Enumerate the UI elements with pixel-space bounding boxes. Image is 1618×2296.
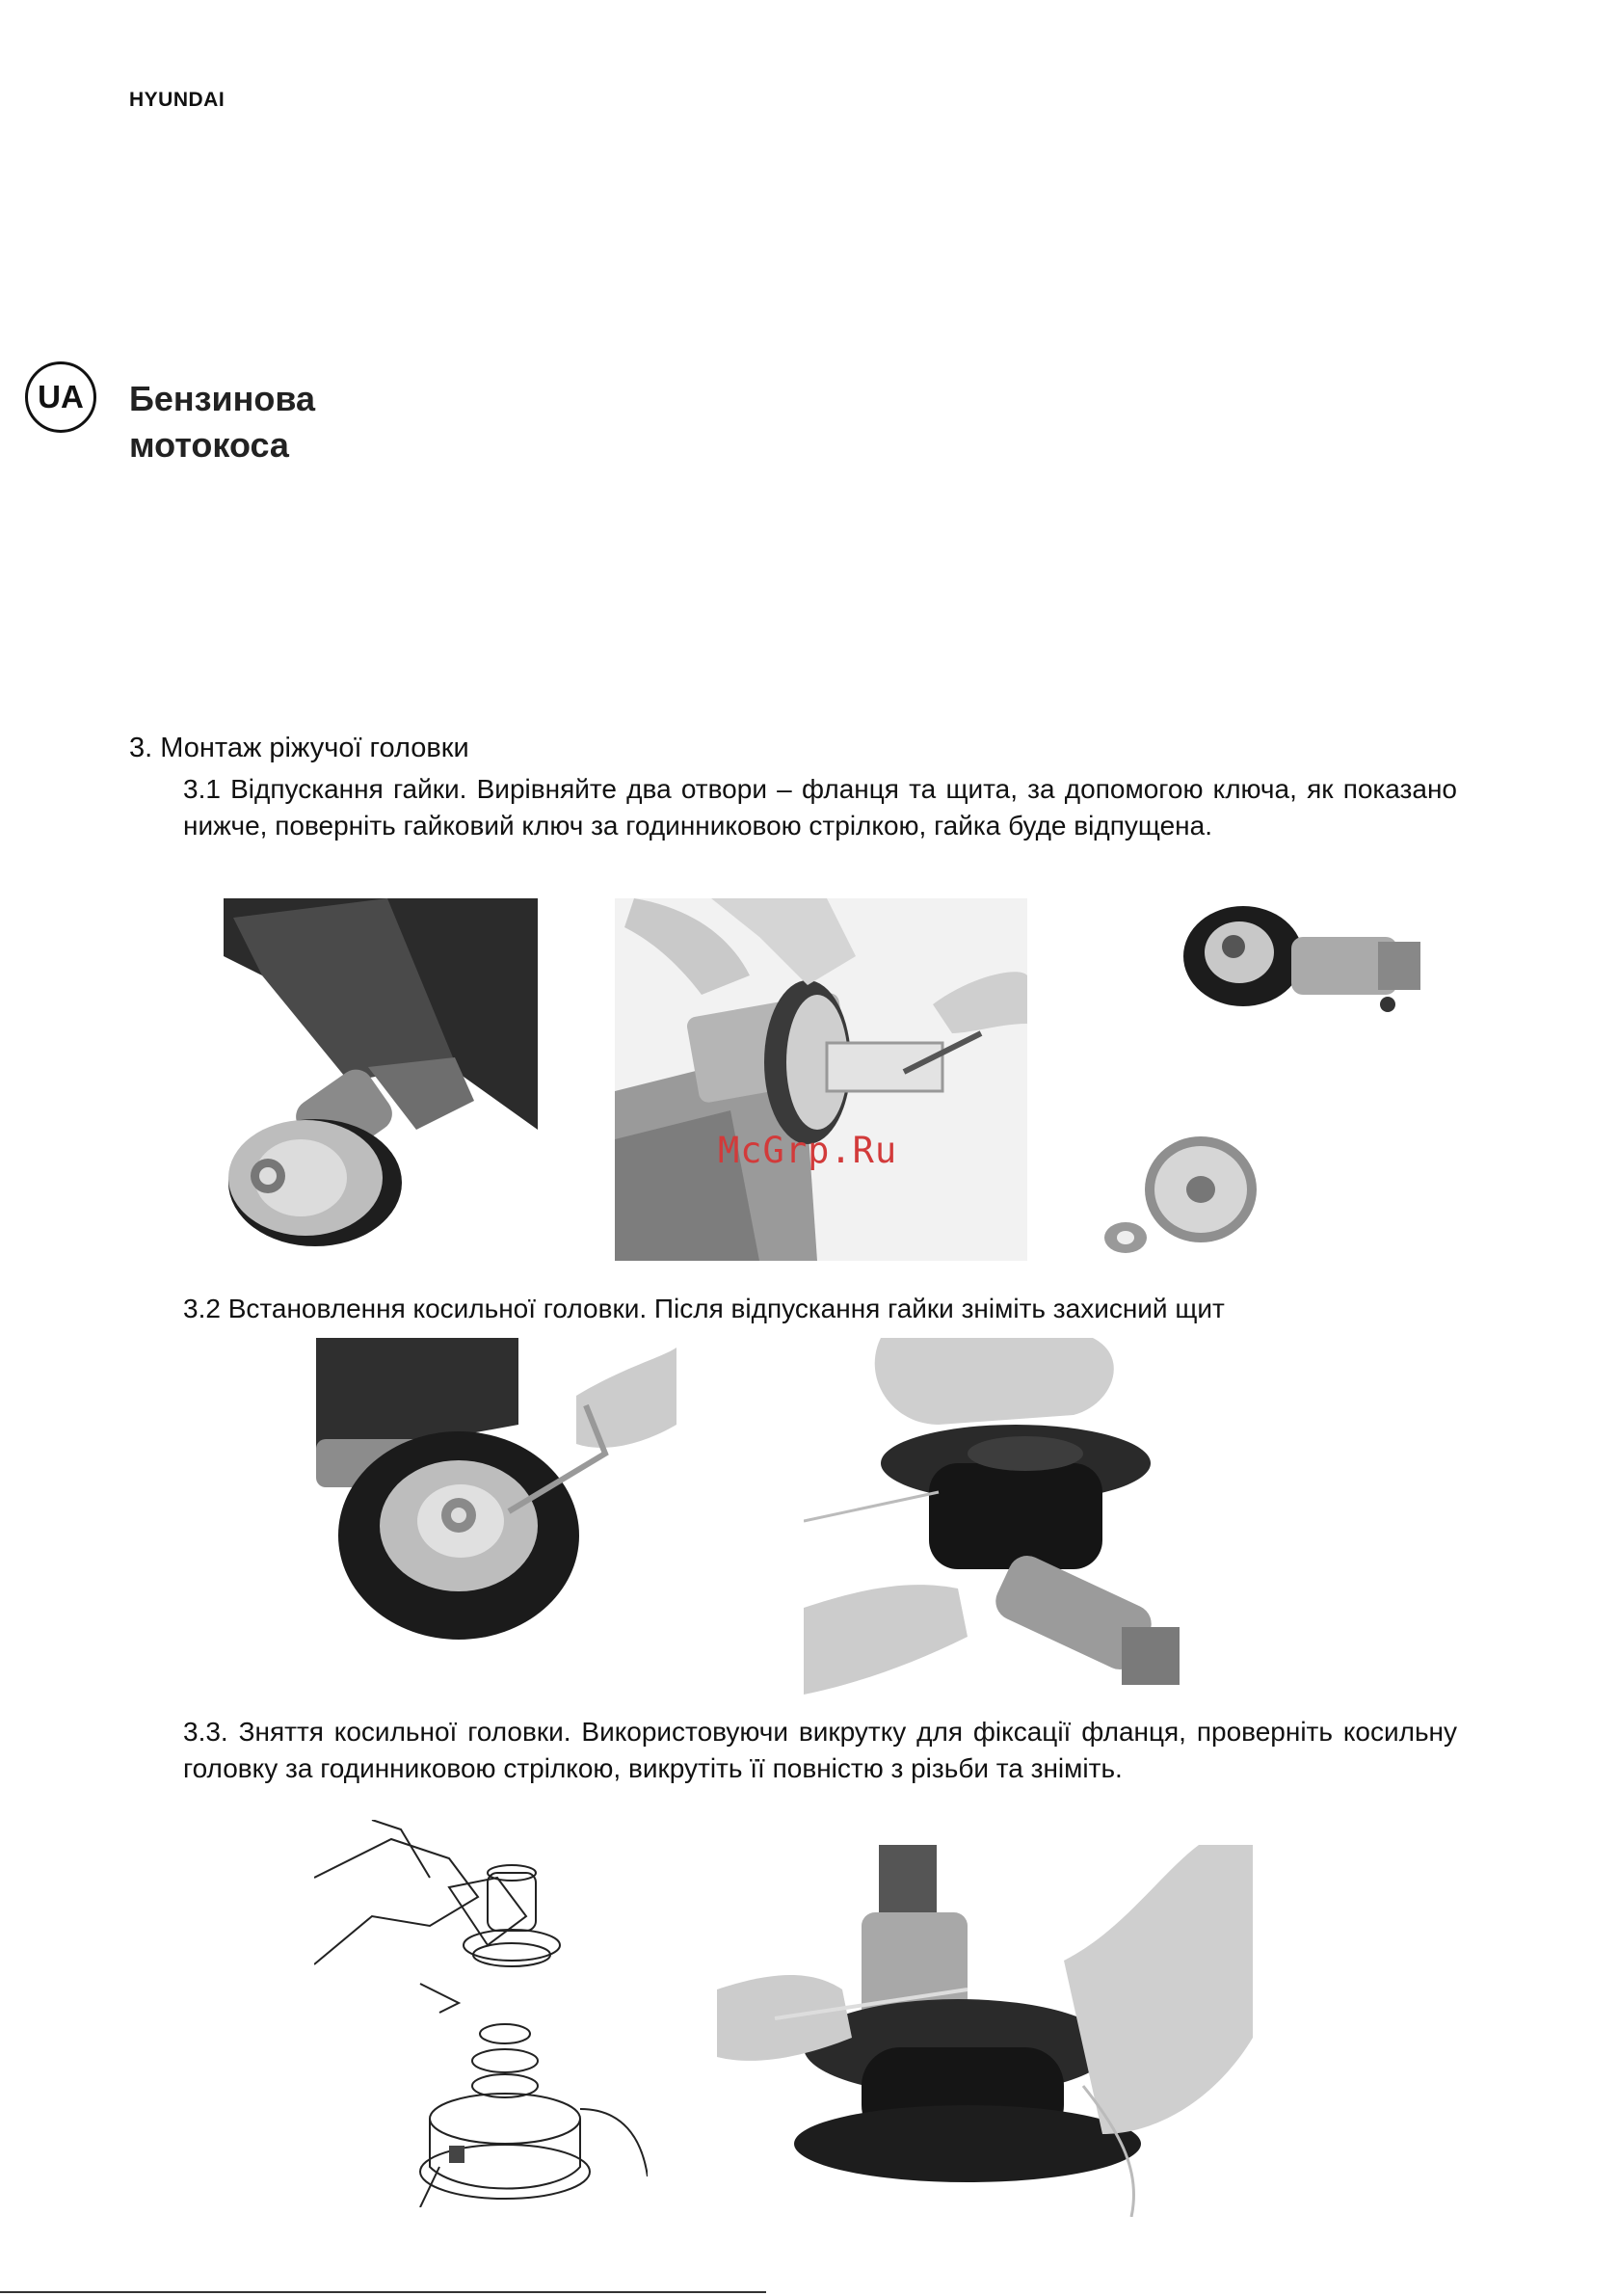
watermark: McGrp.Ru xyxy=(718,1130,898,1171)
language-code: UA xyxy=(38,379,84,414)
photo-wrench-loosening-nut xyxy=(615,898,1027,1261)
photo-installing-trimmer-head xyxy=(804,1338,1187,1698)
document-title xyxy=(129,376,315,468)
title-line-1: Бензинова xyxy=(129,379,316,418)
brand-name: HYUNDAI xyxy=(129,89,225,111)
photo-gearhead-top-view xyxy=(1176,898,1428,1041)
diagram-trimmer-head-assembly xyxy=(314,1820,648,2207)
photo-removing-guard xyxy=(316,1338,676,1650)
section-heading: 3. Монтаж ріжучої головки xyxy=(129,733,469,763)
photo-gearhead-with-guard xyxy=(224,898,538,1261)
title-line-2: мотокоса xyxy=(129,425,289,465)
photo-removing-trimmer-head xyxy=(717,1845,1253,2217)
step-3-3-text: 3.3. Зняття косильної головки. Використовуючи викрутку для фіксації фланця, проверніть косильну головку за годинниковою стрілкою, викрутіть її повністю з різьби та зніміть. xyxy=(183,1717,1457,1783)
step-3-1-text: 3.1 Відпускання гайки. Вирівняйте два отвори – фланця та щита, за допомогою ключа, як показано нижче, поверніть гайковий ключ за годинниковою стрілкою, гайка буде відпущена. xyxy=(183,774,1457,841)
footer-rule xyxy=(0,2291,766,2293)
step-3-2-text: 3.2 Встановлення косильної головки. Після відпускання гайки зніміть захисний щит xyxy=(183,1294,1225,1323)
photo-flange-and-nut xyxy=(1097,1130,1260,1261)
language-badge xyxy=(25,361,96,433)
